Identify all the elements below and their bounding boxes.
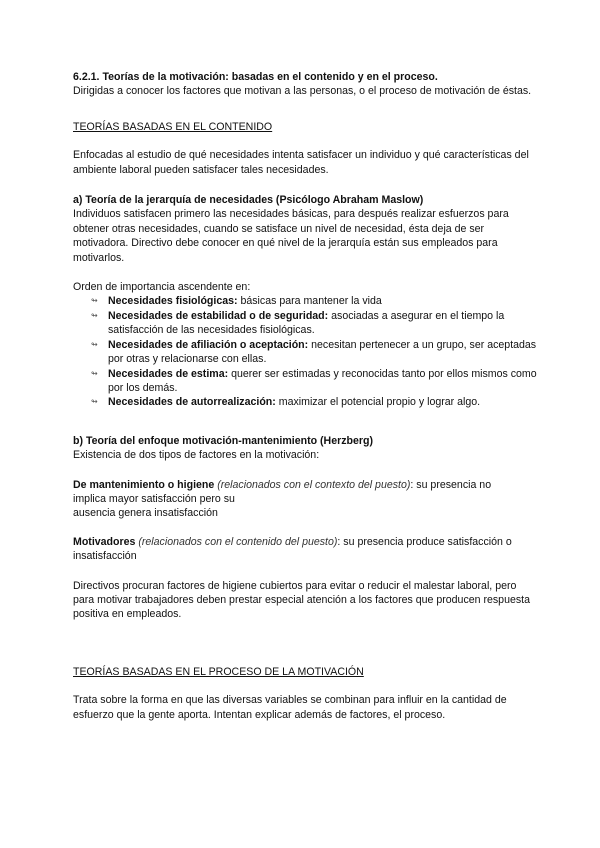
maslow-text: Individuos satisfacen primero las necesidades básicas, para después realizar esfuerzos para obtener otras necesidades, cuando se satisface un nivel de necesidad, ésta deja de ser motivadora. Directivo debe conocer en qué nivel de la jerarquía están sus empleados para motivarlos. [73,208,509,264]
herzberg-conclusion: Directivos procuran factores de higiene cubiertos para evitar o reducir el malestar laboral, pero para motivar trabajadores deben prestar especial atención a los factores que producen respuesta positiva en empleados. [73,579,530,621]
motivadores-paragraph [73,535,537,564]
motivadores-note: (relacionados con el contenido del puesto) [138,535,338,548]
motivadores-rest: : su presencia produce satisfacción o insatisfacción [73,535,512,563]
maslow-needs-list [73,294,537,409]
need-term: Necesidades de autorrealización: [108,396,276,409]
list-item [91,338,537,367]
arrow-right-icon: ↬ [91,397,98,407]
arrow-right-icon: ↬ [91,310,98,320]
maslow-order-label: Orden de importancia ascendente en: [73,281,251,294]
list-item [91,395,537,409]
higiene-line [73,478,537,492]
need-desc: básicas para mantener la vida [237,295,382,308]
maslow-heading: a) Teoría de la jerarquía de necesidades (Psicólogo Abraham Maslow) [73,194,424,207]
proceso-title: TEORÍAS BASADAS EN EL PROCESO DE LA MOTIVACIÓN [73,665,364,678]
higiene-term: De mantenimiento o higiene [73,478,215,491]
motivadores-term: Motivadores [73,535,136,548]
arrow-right-icon: ↬ [91,339,98,349]
list-item [91,309,537,338]
need-term: Necesidades de estima: [108,367,229,380]
section-heading: 6.2.1. Teorías de la motivación: basadas en el contenido y en el proceso. [73,71,438,83]
need-term: Necesidades de estabilidad o de seguridad: [108,309,329,322]
need-desc: querer ser estimadas y reconocidas tanto por ellos mismos como por los demás. [108,367,537,394]
need-desc: necesitan pertenecer a un grupo, ser aceptadas por otras y relacionarse con ellas. [108,338,537,366]
herzberg-intro: Existencia de dos tipos de factores en la motivación: [73,449,320,462]
higiene-rest: : su presencia no [410,478,492,491]
section-intro: Dirigidas a conocer los factores que motivan a las personas, o el proceso de motivación de éstas. [73,85,532,98]
higiene-line-3: ausencia genera insatisfacción [73,507,218,520]
higiene-note: (relacionados con el contexto del puesto) [217,478,411,491]
higiene-line-2: implica mayor satisfacción pero su [73,492,235,505]
list-item [91,294,537,308]
list-item [91,367,537,396]
document-content [73,70,537,722]
need-desc: asociadas a asegurar en el tiempo la satisfacción de las necesidades fisiológicas. [108,309,505,337]
proceso-text: Trata sobre la forma en que las diversas variables se combinan para influir en la cantidad de esfuerzo que la gente aporta. Intentan explicar además de factores, el proceso. [73,694,507,721]
need-term: Necesidades fisiológicas: [108,295,238,308]
need-desc: maximizar el potencial propio y lograr algo. [275,396,481,409]
need-term: Necesidades de afiliación o aceptación: [108,338,309,351]
arrow-right-icon: ↬ [91,368,98,378]
contenido-intro: Enfocadas al estudio de qué necesidades intenta satisfacer un individuo y qué características del ambiente laboral pueden satisfacer tales necesidades. [73,149,529,176]
herzberg-heading: b) Teoría del enfoque motivación-mantenimiento (Herzberg) [73,434,373,447]
contenido-title: TEORÍAS BASADAS EN EL CONTENIDO [73,120,273,133]
arrow-right-icon: ↬ [91,296,98,306]
